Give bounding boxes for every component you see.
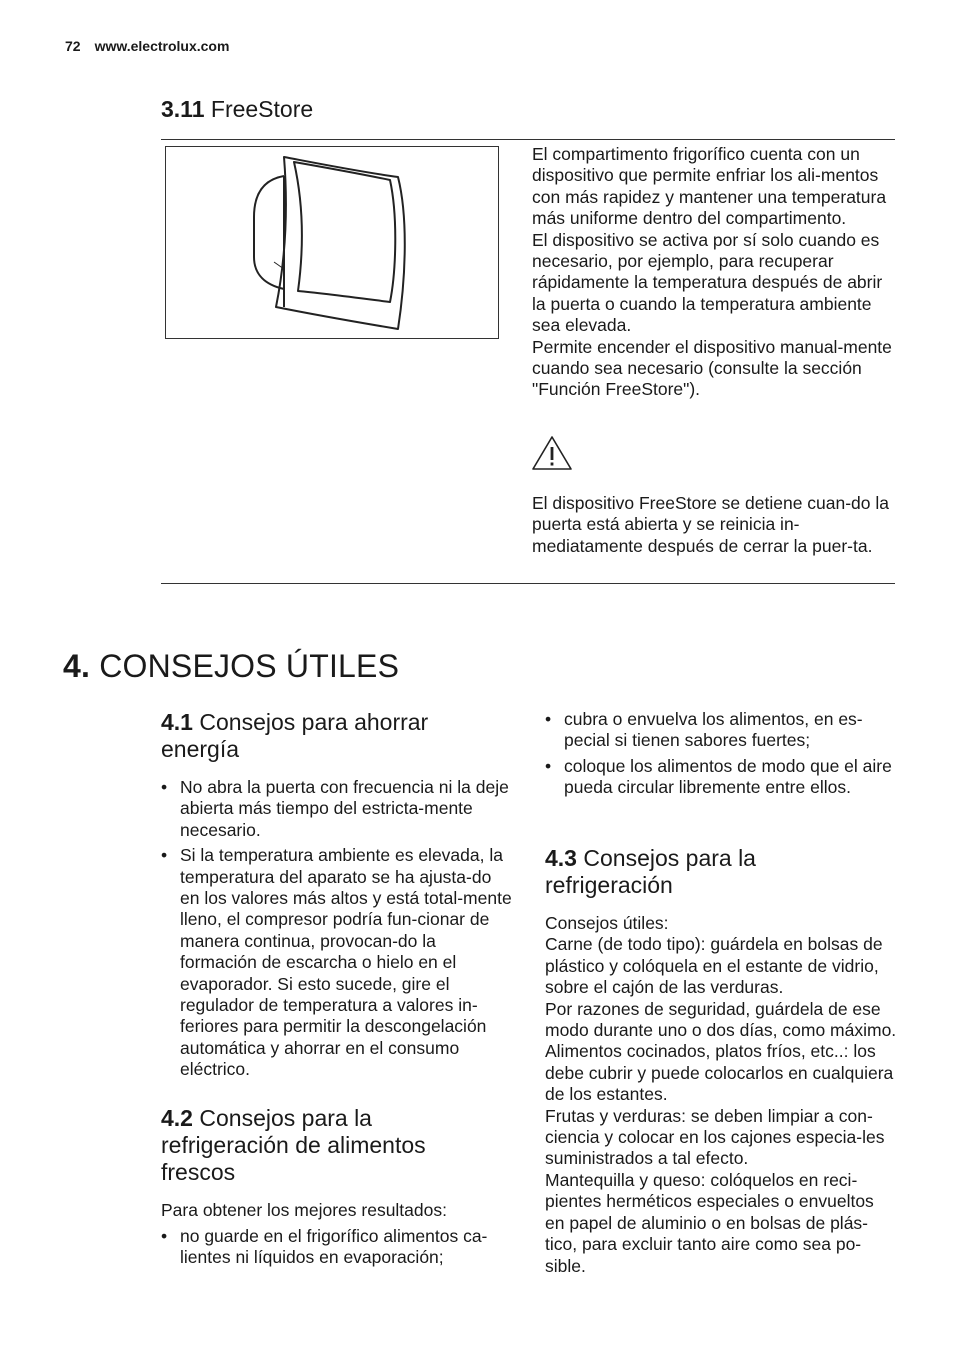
section-4-3-heading — [545, 845, 845, 899]
paragraph: El compartimento frigorífico cuenta con un dispositivo que permite enfriar los ali-mentos con más rapidez y mantener una temperatura más uniforme dentro del compartimento. — [532, 144, 887, 229]
paragraph: Frutas y verduras: se deben limpiar a con-ciencia y colocar en los cajones especia-les suministrados a tal efecto. — [545, 1105, 885, 1169]
section-number: 4.3 — [545, 845, 577, 871]
section-title: Consejos para la refrigeración de alimentos frescos — [161, 1105, 426, 1185]
paragraph: Carne (de todo tipo): guárdela en bolsas de plástico y colóquela en el estante de vidrio, sobre el cajón de las verduras. — [545, 934, 883, 998]
list-item: • Si la temperatura ambiente es elevada, la temperatura del aparato se ha ajusta-do en los valores más altos y está total-mente lleno, el compresor podría fun-cionar de manera continua, provocan-do la formación de escarcha o hielo en el evaporador. Si esto sucede, gire el regulador de temperatura a valores in-feriores para permitir la descongelación automática y ahorrar en el consumo eléctrico. — [161, 845, 512, 1080]
paragraph: Alimentos cocinados, platos fríos, etc..: los debe cubrir y puede colocarlos en cualquiera de los estantes. — [545, 1041, 894, 1105]
list-item: • No abra la puerta con frecuencia ni la deje abierta más tiempo del estricta-mente necesario. — [161, 777, 509, 840]
section-title: Consejos para ahorrar energía — [161, 709, 429, 762]
list-item: • coloque los alimentos de modo que el aire pueda circular libremente entre ellos. — [545, 755, 892, 798]
section-4-2-list — [161, 1226, 513, 1273]
section-number: 3.11 — [161, 96, 205, 122]
section-number: 4.1 — [161, 709, 193, 735]
section-4-2-heading — [161, 1105, 481, 1186]
website: www.electrolux.com — [94, 38, 230, 54]
warning-text: El dispositivo FreeStore se detiene cuan-do la puerta está abierta y se reinicia in-mediatamente después de cerrar la puer-ta. — [532, 493, 890, 556]
section-title: FreeStore — [210, 96, 314, 122]
table-top-rule — [161, 139, 895, 140]
table-bottom-rule — [161, 583, 895, 584]
list-item: • no guarde en el frigorífico alimentos ca-lientes ni líquidos en evaporación; — [161, 1226, 488, 1268]
freestore-description — [532, 144, 892, 401]
paragraph: Por razones de seguridad, guárdela de ese modo durante uno o dos días, como máximo. — [545, 998, 897, 1041]
warning-triangle-icon — [530, 434, 574, 472]
list-item: • cubra o envuelva los alimentos, en es-pecial si tienen sabores fuertes; — [545, 709, 863, 751]
freestore-fan-drawing — [166, 147, 498, 338]
section-4-3-body — [545, 913, 897, 1277]
section-number: 4.2 — [161, 1105, 193, 1131]
page-header — [65, 38, 229, 54]
section-4-2-intro: Para obtener los mejores resultados: — [161, 1200, 447, 1220]
section-4-1-heading — [161, 709, 501, 763]
paragraph: Permite encender el dispositivo manual-mente cuando sea necesario (consulte la sección "Función FreeStore"). — [532, 336, 892, 400]
chapter-heading — [63, 648, 399, 685]
paragraph: Consejos útiles: — [545, 913, 669, 933]
paragraph: Mantequilla y queso: colóquelos en reci-pientes herméticos especiales o envueltos en papel de aluminio o en bolsas de plás-tico, para excluir tanto aire como sea po-sible. — [545, 1169, 874, 1276]
section-title: Consejos para la refrigeración — [545, 845, 756, 898]
chapter-number: 4. — [63, 648, 91, 684]
freestore-illustration — [165, 146, 499, 339]
paragraph: El dispositivo se activa por sí solo cuando es necesario, por ejemplo, para recuperar rápidamente la temperatura después de abrir la puerta o cuando la temperatura ambiente sea elevada. — [532, 229, 883, 336]
chapter-title: CONSEJOS ÚTILES — [99, 648, 400, 684]
section-4-2-list-continued — [545, 709, 895, 803]
section-3-11-heading — [161, 96, 313, 123]
section-4-1-list — [161, 777, 513, 1085]
page-number: 72 — [65, 38, 81, 54]
